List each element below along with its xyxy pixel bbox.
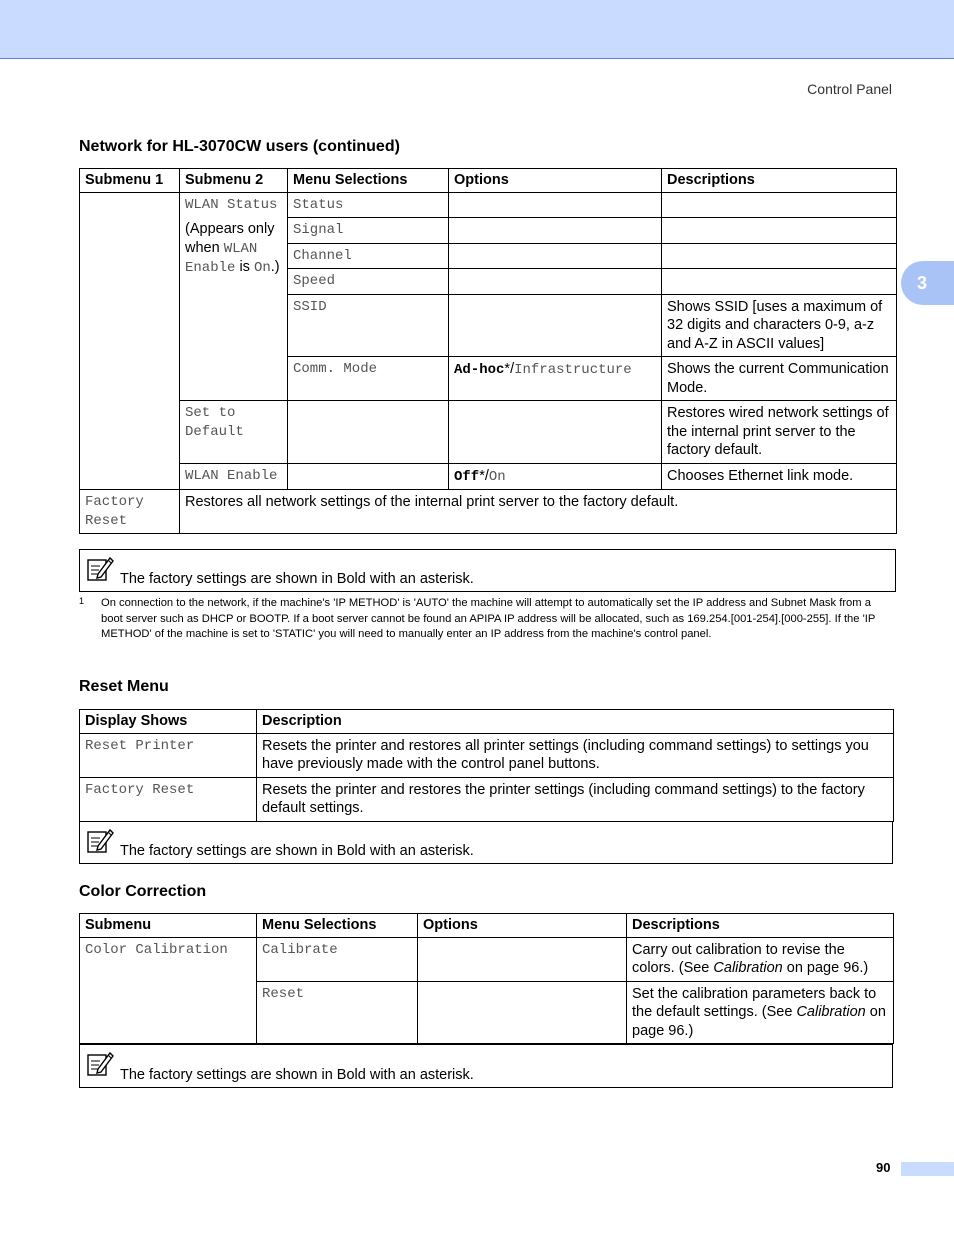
description: Set the calibration parameters back to the default settings. (See Calibration on page 96.) <box>627 981 894 1044</box>
note-text: The factory settings are shown in Bold with an asterisk. <box>120 571 474 587</box>
menu-selection: Status <box>288 192 449 218</box>
table-row <box>80 192 897 218</box>
network-section-title: Network for HL-3070CW users (continued) <box>79 138 400 155</box>
menu-selection: Calibrate <box>257 937 418 981</box>
menu-selection: Reset <box>257 981 418 1044</box>
page-number-bar <box>901 1162 954 1176</box>
submenu2: Set to Default <box>180 401 288 464</box>
description: Resets the printer and restores all printer settings (including command settings) to settings you have previously made with the control panel buttons. <box>257 733 894 777</box>
column-header: Descriptions <box>662 169 897 193</box>
submenu1-empty-cell <box>80 192 180 490</box>
color-table <box>79 913 894 1044</box>
running-header: Control Panel <box>807 81 892 97</box>
reset-section-title: Reset Menu <box>79 678 169 695</box>
menu-selection: Speed <box>288 269 449 295</box>
column-header: Display Shows <box>80 710 257 734</box>
color-section-title: Color Correction <box>79 883 207 900</box>
top-header-band <box>0 0 954 59</box>
note-text: The factory settings are shown in Bold with an asterisk. <box>120 1067 474 1083</box>
chapter-tab: 3 <box>901 261 954 305</box>
note-box <box>79 549 896 592</box>
column-header: Descriptions <box>627 914 894 938</box>
column-header: Options <box>418 914 627 938</box>
table-header-row <box>80 710 894 734</box>
footnote-text: On connection to the network, if the machine's 'IP METHOD' is 'AUTO' the machine will attempt to automatically set the IP address and Subnet Mask from a boot server such as DHCP or BOOTP. If a boot server cannot be found an APIPA IP address will be allocated, such as 169.254.[001-254].[000-255]. If the 'IP METHOD' of the machine is set to 'STATIC' you will need to manually enter an IP address from the machine's control panel. <box>101 597 876 641</box>
footnote <box>79 596 894 643</box>
description: Shows SSID [uses a maximum of 32 digits and characters 0-9, a-z and A-Z in ASCII values] <box>662 294 897 357</box>
menu-selection: SSID <box>288 294 449 357</box>
display-shows: Reset Printer <box>80 733 257 777</box>
wlan-status-label: WLAN Status <box>185 196 278 213</box>
note-pencil-icon <box>86 826 114 854</box>
description: Carry out calibration to revise the colors. (See Calibration on page 96.) <box>627 937 894 981</box>
submenu: Color Calibration <box>80 937 257 1044</box>
table-row <box>80 937 894 981</box>
column-header: Submenu <box>80 914 257 938</box>
column-header: Submenu 1 <box>80 169 180 193</box>
options: Ad-hoc*/Infrastructure <box>449 357 662 401</box>
note-pencil-icon <box>86 1049 114 1077</box>
display-shows: Factory Reset <box>80 777 257 821</box>
menu-selection: Channel <box>288 243 449 269</box>
table-row <box>80 463 897 490</box>
page-number: 90 <box>876 1160 891 1175</box>
description: Resets the printer and restores the printer settings (including command settings) to the factory default settings. <box>257 777 894 821</box>
submenu1: Factory Reset <box>80 490 180 534</box>
table-row <box>80 490 897 534</box>
menu-selection: Comm. Mode <box>288 357 449 401</box>
description: Chooses Ethernet link mode. <box>662 463 897 490</box>
table-header-row <box>80 914 894 938</box>
menu-selection: Signal <box>288 218 449 244</box>
table-header-row <box>80 169 897 193</box>
table-row <box>80 777 894 821</box>
table-row <box>80 401 897 464</box>
column-header: Menu Selections <box>288 169 449 193</box>
description: Shows the current Communication Mode. <box>662 357 897 401</box>
reset-table <box>79 709 894 822</box>
submenu2: WLAN Enable <box>180 463 288 490</box>
wlan-status-cell <box>180 192 288 401</box>
column-header: Submenu 2 <box>180 169 288 193</box>
options: Off*/On <box>449 463 662 490</box>
footnote-number: 1 <box>79 596 85 606</box>
column-header: Menu Selections <box>257 914 418 938</box>
note-box <box>79 1044 893 1088</box>
note-box <box>79 821 893 864</box>
description: Restores wired network settings of the internal print server to the factory default. <box>662 401 897 464</box>
note-text: The factory settings are shown in Bold with an asterisk. <box>120 843 474 859</box>
column-header: Description <box>257 710 894 734</box>
table-row <box>80 733 894 777</box>
description: Restores all network settings of the internal print server to the factory default. <box>180 490 897 534</box>
column-header: Options <box>449 169 662 193</box>
network-table <box>79 168 897 534</box>
note-pencil-icon <box>86 554 114 582</box>
wlan-status-note: (Appears only when WLAN Enable is On.) <box>185 221 280 276</box>
